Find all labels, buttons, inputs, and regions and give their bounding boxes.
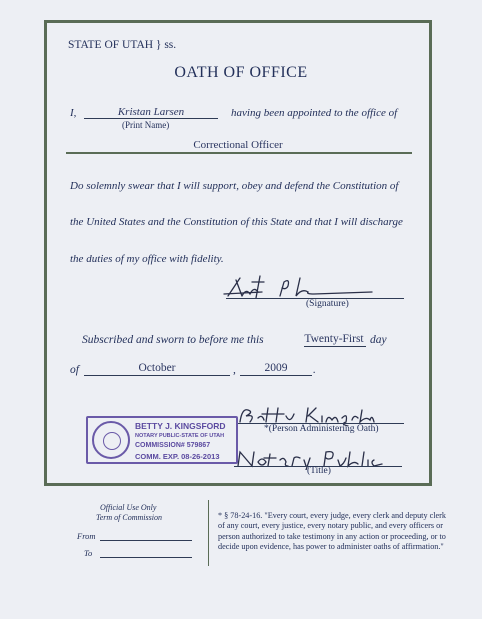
subscribed-text: Subscribed and sworn to before me this <box>82 334 264 346</box>
section-divider <box>208 500 209 566</box>
stamp-state: NOTARY PUBLIC-STATE OF UTAH <box>135 433 225 439</box>
stamp-name: BETTY J. KINGSFORD <box>135 421 226 431</box>
name-underline <box>84 118 218 119</box>
term-heading: Term of Commission <box>96 513 162 522</box>
statute-footnote: * § 78-24-16. "Every court, every judge, every clerk and deputy clerk of any court, every justice, every notary public, and every officers or person authorized to take testimony in any action or proceeding, or to decide upon evidence, has power to administer oaths of affirmation." <box>218 511 446 551</box>
document-title: OATH OF OFFICE <box>174 64 308 81</box>
oath-line-3: the duties of my office with fidelity. <box>70 253 224 265</box>
to-label: To <box>84 548 93 558</box>
month-underline <box>84 375 230 376</box>
day-value: Twenty-First <box>304 333 364 345</box>
official-use-heading: Official Use Only <box>100 503 157 512</box>
notary-seal-icon <box>92 421 130 459</box>
from-label: From <box>77 531 96 541</box>
comma: , <box>233 364 236 376</box>
appointed-text: having been appointed to the office of <box>231 107 398 119</box>
period: . <box>313 364 316 376</box>
signature-caption: (Signature) <box>306 299 349 309</box>
notary-stamp <box>86 416 238 464</box>
from-underline <box>100 540 192 541</box>
pronoun-label: I, <box>70 107 77 119</box>
day-label: day <box>370 334 387 346</box>
printed-name: Kristan Larsen <box>117 106 185 118</box>
of-label: of <box>70 364 79 376</box>
title-caption: (Title) <box>307 466 331 476</box>
print-name-caption: (Print Name) <box>122 120 170 130</box>
year-value: 2009 <box>264 362 288 374</box>
office-title: Correctional Officer <box>193 139 283 151</box>
month-value: October <box>138 362 176 374</box>
oath-line-2: the United States and the Constitution of this State and that I will discharge <box>70 216 403 228</box>
to-underline <box>100 557 192 558</box>
state-heading: STATE OF UTAH } ss. <box>68 39 177 51</box>
stamp-commission: COMMISSION# 579867 <box>135 442 211 449</box>
administrator-caption: *(Person Administering Oath) <box>264 424 379 434</box>
day-underline <box>304 346 366 347</box>
office-underline <box>66 152 412 154</box>
oath-line-1: Do solemnly swear that I will support, obey and defend the Constitution of <box>70 180 399 192</box>
stamp-expiry: COMM. EXP. 08-26-2013 <box>135 452 220 461</box>
year-underline <box>240 375 312 376</box>
